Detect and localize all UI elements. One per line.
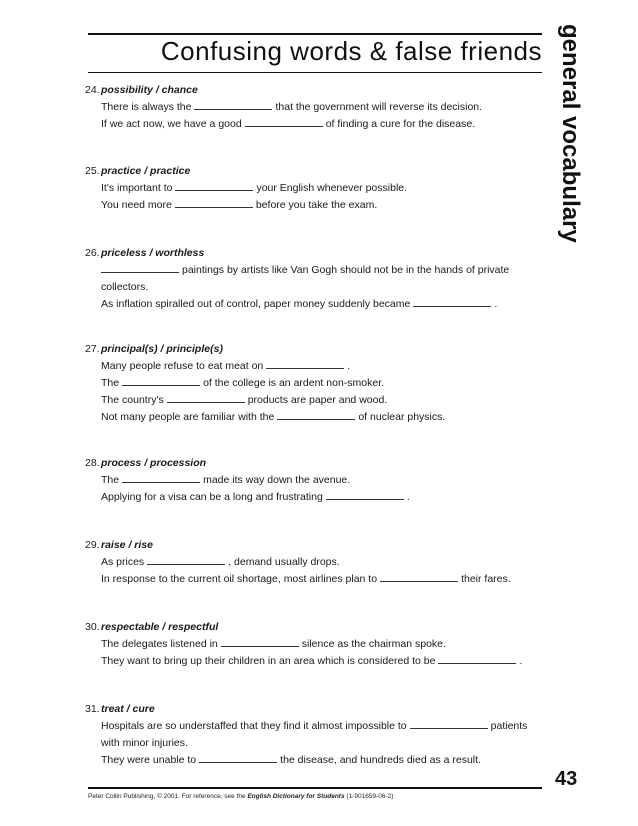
answer-blank xyxy=(326,489,404,500)
footer-prefix: Peter Collin Publishing, © 2001. For reference, see the xyxy=(88,793,248,800)
sentence-before-blank: If we act now, we have a good xyxy=(101,118,242,130)
exercise-sentence xyxy=(85,636,545,653)
sentence-before-blank: In response to the current oil shortage, most airlines plan to xyxy=(101,573,378,585)
sentence-after-blank: your English whenever possible. xyxy=(256,182,408,194)
exercise-item xyxy=(85,82,545,133)
sentence-after-blank: . xyxy=(519,655,523,667)
sentence-after-blank: of finding a cure for the disease. xyxy=(325,118,476,130)
sentence-before-blank: There is always the xyxy=(101,101,192,113)
sentence-before-blank: Many people refuse to eat meat on xyxy=(101,360,264,372)
exercise-item xyxy=(85,341,545,426)
word-pair: respectable / respectful xyxy=(101,621,219,633)
exercise-number: 24. xyxy=(85,84,100,96)
exercise-sentence xyxy=(85,752,545,769)
exercise-sentence xyxy=(85,116,545,133)
exercise-heading xyxy=(85,163,545,180)
exercise-sentence xyxy=(85,489,545,506)
exercise-sentence xyxy=(85,392,545,409)
exercise-number: 27. xyxy=(85,343,100,355)
sentence-before-blank: The xyxy=(101,377,120,389)
answer-blank xyxy=(266,358,344,369)
answer-blank xyxy=(245,116,323,127)
exercise-sentence xyxy=(85,262,545,296)
sentence-before-blank: The country's xyxy=(101,394,164,406)
exercise-item xyxy=(85,163,545,214)
word-pair: priceless / worthless xyxy=(101,247,205,259)
exercise-sentence xyxy=(85,99,545,116)
word-pair: process / procession xyxy=(101,457,207,469)
sentence-after-blank: made its way down the avenue. xyxy=(203,474,351,486)
answer-blank xyxy=(277,409,355,420)
answer-blank xyxy=(147,554,225,565)
exercise-sentence xyxy=(85,375,545,392)
word-pair: principal(s) / principle(s) xyxy=(101,343,223,355)
word-pair: treat / cure xyxy=(101,703,155,715)
footer xyxy=(88,793,393,800)
side-tab xyxy=(556,24,586,243)
exercise-item xyxy=(85,619,545,670)
exercise-number: 25. xyxy=(85,165,100,177)
sentence-before-blank: The delegates listened in xyxy=(101,638,218,650)
sentence-after-blank: . xyxy=(347,360,351,372)
exercise-heading xyxy=(85,245,545,262)
exercise-number: 29. xyxy=(85,539,100,551)
sentence-before-blank: They were unable to xyxy=(101,754,197,766)
word-pair: raise / rise xyxy=(101,539,153,551)
answer-blank xyxy=(175,180,253,191)
sentence-before-blank: They want to bring up their children in an area which is considered to be xyxy=(101,655,436,667)
exercise-number: 26. xyxy=(85,247,100,259)
exercise-sentence xyxy=(85,571,545,588)
sentence-before-blank: It's important to xyxy=(101,182,173,194)
sentence-before-blank: As inflation spiralled out of control, paper money suddenly became xyxy=(101,298,411,310)
page-title: Confusing words & false friends xyxy=(160,36,542,66)
answer-blank xyxy=(101,262,179,273)
title-rule xyxy=(88,72,542,73)
sentence-after-blank: products are paper and wood. xyxy=(247,394,388,406)
sentence-after-blank: before you take the exam. xyxy=(255,199,378,211)
exercise-number: 30. xyxy=(85,621,100,633)
exercise-sentence xyxy=(85,358,545,375)
bottom-rule xyxy=(88,787,542,789)
footer-suffix: (1-901659-06-2) xyxy=(344,793,394,800)
exercise-sentence xyxy=(85,180,545,197)
exercise-item xyxy=(85,455,545,506)
sentence-before-blank: The xyxy=(101,474,120,486)
answer-blank xyxy=(438,653,516,664)
sentence-after-blank: that the government will reverse its decision. xyxy=(275,101,483,113)
exercise-sentence xyxy=(85,472,545,489)
exercise-sentence xyxy=(85,718,545,752)
exercise-item xyxy=(85,245,545,313)
sentence-before-blank: As prices xyxy=(101,556,145,568)
answer-blank xyxy=(167,392,245,403)
exercise-number: 31. xyxy=(85,703,100,715)
exercise-item xyxy=(85,537,545,588)
exercise-heading xyxy=(85,455,545,472)
exercise-sentence xyxy=(85,554,545,571)
sentence-after-blank: . xyxy=(494,298,498,310)
answer-blank xyxy=(122,472,200,483)
word-pair: possibility / chance xyxy=(101,84,198,96)
footer-book-title: English Dictionary for Students xyxy=(247,793,345,800)
sentence-after-blank: their fares. xyxy=(461,573,511,585)
answer-blank xyxy=(380,571,458,582)
sentence-before-blank: You need more xyxy=(101,199,172,211)
page-number: 43 xyxy=(555,768,578,790)
exercise-number: 28. xyxy=(85,457,100,469)
sentence-after-blank: of nuclear physics. xyxy=(358,411,446,423)
sentence-after-blank: . xyxy=(406,491,410,503)
answer-blank xyxy=(413,296,491,307)
sentence-before-blank: Hospitals are so understaffed that they find it almost impossible to xyxy=(101,720,407,732)
sentence-after-blank: the disease, and hundreds died as a result. xyxy=(280,754,481,766)
answer-blank xyxy=(194,99,272,110)
exercise-sentence xyxy=(85,197,545,214)
exercise-sentence xyxy=(85,653,545,670)
answer-blank xyxy=(410,718,488,729)
answer-blank xyxy=(199,752,277,763)
exercise-heading xyxy=(85,537,545,554)
exercise-item xyxy=(85,701,545,769)
sentence-before-blank: Not many people are familiar with the xyxy=(101,411,275,423)
exercise-sentence xyxy=(85,409,545,426)
sentence-after-blank: patients with minor injuries. xyxy=(101,720,528,749)
sentence-after-blank: paintings by artists like Van Gogh should not be in the hands of private collectors. xyxy=(101,264,510,293)
sentence-after-blank: silence as the chairman spoke. xyxy=(301,638,446,650)
sentence-after-blank: of the college is an ardent non-smoker. xyxy=(203,377,385,389)
word-pair: practice / practice xyxy=(101,165,191,177)
exercise-heading xyxy=(85,619,545,636)
answer-blank xyxy=(175,197,253,208)
sentence-before-blank: Applying for a visa can be a long and frustrating xyxy=(101,491,323,503)
answer-blank xyxy=(221,636,299,647)
answer-blank xyxy=(122,375,200,386)
exercise-heading xyxy=(85,341,545,358)
exercise-heading xyxy=(85,82,545,99)
sentence-after-blank: , demand usually drops. xyxy=(228,556,340,568)
top-rule xyxy=(88,33,542,35)
side-label: general vocabulary xyxy=(557,24,584,243)
exercise-sentence xyxy=(85,296,545,313)
exercise-heading xyxy=(85,701,545,718)
